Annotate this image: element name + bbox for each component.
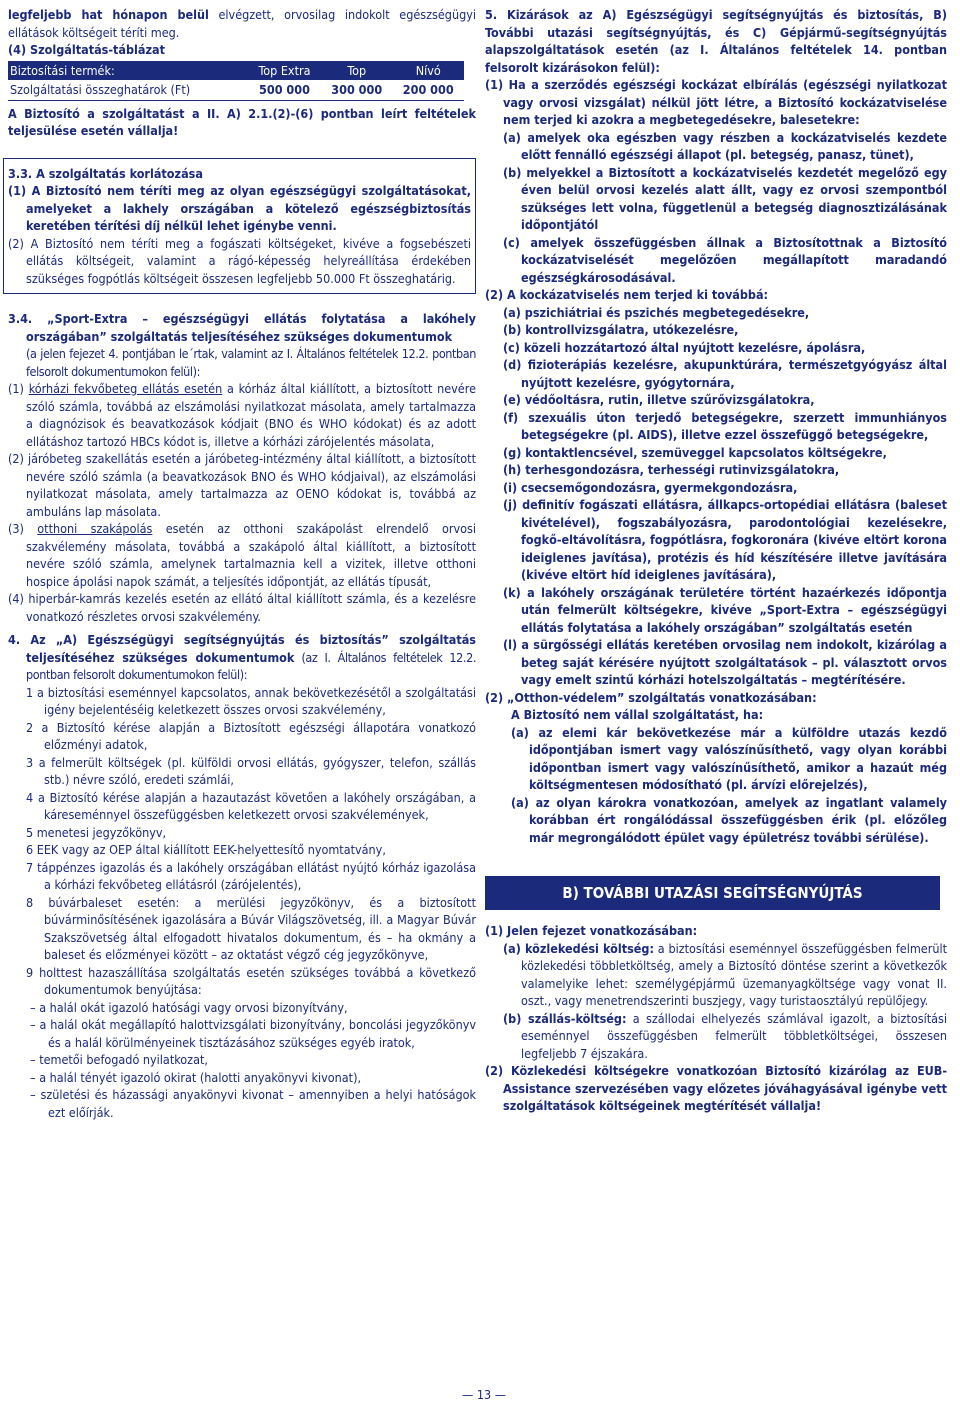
home-protection-item: (a) az elemi kár bekövetkezése már a külföldre utazás kezdő időpontjában ismert vagy valószínűsíthető, vagy olyan korábbi időpontban ismert vagy valószínűsíthető, amikor a hazaút még költségmentesen módosítható (pl. árvízi előrejelzés), xyxy=(511,724,947,792)
section-4-title-sub: (az I. Általános feltételek 12.2. pontban felsorolt dokumentumokon felül): xyxy=(26,649,476,682)
item-text: a szállodai elhelyezés számlával igazolt, a biztosítási eseménnyel összefüggésben felmerült többletköltségei, összesen legfeljebb 7 éjszakára. xyxy=(521,1010,947,1061)
exclusion-item: (d) fizioterápiás kezelésre, akupunktúrára, természetgyógyász által nyújtott kezelésre, gyógytornára, xyxy=(503,357,947,390)
intro-bold: legfeljebb hat hónapon belül xyxy=(8,7,209,22)
exclusion-item: (j) definitív fogászati ellátásra, állkapcs-ortopédiai ellátásra (baleset kivételével), fogszabályozásra, parodontológiai kezelésekre, fogkő-eltávolításra, fogpótlásra, fogkoronára (kivéve eltört korona ideiglenes javítása), protézis és híd készítésére illetve javítására (kivéve eltört híd ideiglenes javítására), xyxy=(503,497,947,582)
table-cell: 200 000 xyxy=(392,80,464,100)
item-label: (a) közlekedési költség: xyxy=(503,940,654,956)
table-cell: 500 000 xyxy=(248,80,321,100)
section-b-item-1a xyxy=(485,940,947,1010)
section-3-3-box xyxy=(3,158,476,295)
page-number: — 13 — xyxy=(462,1387,506,1402)
section-b-item-2: (2) Közlekedési költségekre vonatkozóan Biztosító kizárólag az EUB-Assistance szervezésében vagy előzetes jóváhagyásával igénybe vett szolgáltatások költségeinek megtérítését vállalja! xyxy=(485,1063,947,1113)
section-3-3-title: 3.3. A szolgáltatás korlátozása xyxy=(8,165,203,181)
dash-item: – a halál okát igazoló hatósági vagy orvosi bizonyítvány, xyxy=(30,999,348,1015)
table-head-cell: Nívó xyxy=(392,61,464,81)
section-5-item-1: (1) Ha a szerződés egészségi kockázat elbírálás (egészségi nyilatkozat vagy orvosi vizsgálat) nélkül jött létre, a Biztosító kockázatviselése nem terjed ki azokra a megbetegedésekre, balesetekre: xyxy=(485,77,947,127)
home-protection-item: (a) az olyan károkra vonatkozóan, amelyek az ingatlant valamely korábban ért rongálódással összefüggésben érik (pl. előzőleg már megrongálódott épület vagy épületrész további sérülése). xyxy=(511,794,947,845)
intro-paragraph xyxy=(8,6,476,41)
exclusion-item: (b) kontrollvizsgálatra, utókezelésre, xyxy=(503,322,739,337)
home-care-link-text: otthoni szakápolás xyxy=(37,521,153,536)
section-3-3-item-2: (2) A Biztosító nem téríti meg a fogászati költségeket, kivéve a fogsebészeti ellátás költségeit, valamint a rágó-képesség helyreállítása érdekében szükséges fogpótlás költségeit összesen legfeljebb 50.000 Ft összeghatárig. xyxy=(8,235,471,286)
right-column xyxy=(485,6,947,1115)
doc-item: 5 menetesi jegyzőkönyv, xyxy=(26,824,167,840)
section-3-3-item-1: (1) A Biztosító nem téríti meg az olyan egészségügyi szolgáltatásokat, amelyeket a lakhely országában a kötelező egészségbiztosítás keretében térítési díj nélkül lehet igénybe venni. xyxy=(8,183,471,233)
exclusion-item: (i) csecsemőgondozásra, gyermekgondozásra, xyxy=(503,479,798,495)
section-4-title xyxy=(8,631,476,684)
conditions-note: A Biztosító a szolgáltatást a II. A) 2.1.(2)-(6) pontban leírt feltételek teljesülése esetén vállalja! xyxy=(8,105,476,138)
item-number: (1) xyxy=(8,381,24,396)
exclusion-item: (a) pszichiátriai és pszichés megbetegedésekre, xyxy=(503,304,810,320)
service-table-row xyxy=(8,80,464,100)
table-head-cell: Top Extra xyxy=(248,61,321,81)
doc-item: 2 a Biztosító kérése alapján a Biztosított egészségi állapotára vonatkozó előzményi adatok, xyxy=(26,719,476,752)
section-5-title: 5. Kizárások az A) Egészségügyi segítségnyújtás és biztosítás, B) További utazási segítségnyújtás, és C) Gépjármű-segítségnyújtás alapszolgáltatások esetén (az I. Általános feltételek 14. pontban felsorolt kizárásokon felül): xyxy=(485,7,947,75)
doc-item: 7 táppénzes igazolás és a lakóhely országában ellátást nyújtó kórház igazolása a kórházi fekvőbeteg ellátásról (zárójelentés), xyxy=(26,859,476,892)
intro-rest: elvégzett, orvosilag indokolt egészségügyi ellátások költségeit téríti meg. xyxy=(8,7,476,40)
section-3-4-item-4: (4) hiperbár-kamrás kezelés esetén az ellátó által kiállított számla, és a kezelésre vonatkozó részletes orvosi szakvélemény. xyxy=(8,591,476,624)
item-text: a kórház által kiállított, a biztosított nevére szóló számla, továbbá az elszámolási nyilatkozat másolata, amely tartalmazza a diagnózisok és beavatkozások kódjait (BNO és WHO kódokat) és az adott ellátáshoz tartozó HBCs kódot is, illetve a kórházi zárójelentés másolata, xyxy=(26,381,476,449)
item-label: (b) szállás-költség: xyxy=(503,1010,627,1026)
doc-item: 3 a felmerült költségek (pl. külföldi orvosi ellátás, gyógyszer, telefon, szállás stb.) névre szóló, eredeti számlái, xyxy=(26,754,476,787)
exclusion-item: (a) amelyek oka egészben vagy részben a kockázatviselés kezdete előtt fennálló egészségi állapot (pl. betegség, panasz, tünet), xyxy=(503,129,947,162)
exclusion-item: (l) a sürgősségi ellátás keretében orvosilag nem indokolt, kizárólag a beteg saját kérésére nyújtott szolgáltatások – pl. választott orvos vagy emelt szintű kórházi hotelszolgáltatás – megtérítésére. xyxy=(503,637,947,687)
section-b-banner: B) TOVÁBBI UTAZÁSI SEGÍTSÉGNYÚJTÁS xyxy=(485,876,940,910)
home-protection-sub: A Biztosító nem vállal szolgáltatást, ha: xyxy=(511,707,764,722)
home-protection-heading: (2) „Otthon-védelem” szolgáltatás vonatkozásában: xyxy=(485,689,817,705)
section-3-4-item-1 xyxy=(8,380,476,450)
exclusion-item: (g) kontaktlencsével, szemüveggel kapcsolatos költségekre, xyxy=(503,444,887,460)
service-table xyxy=(8,61,464,101)
exclusion-item: (k) a lakóhely országának területére történt hazaérkezés időpontja után felmerült költségekre, kivéve „Sport-Extra – egészségügyi ellátás folytatása a lakóhely országában” szolgáltatás esetén xyxy=(503,584,947,635)
left-column xyxy=(8,6,476,1121)
section-3-4-subtitle: (a jelen fejezet 4. pontjában le´rtak, valamint az I. Általános feltételek 12.2. pontban felsorolt dokumentumokon felül): xyxy=(26,346,476,379)
doc-item: 4 a Biztosító kérése alapján a hazautazást követően a lakóhely országában, a káreseménnyel összefüggésben keletkezett orvosi szakvélemények, xyxy=(26,789,476,822)
table-cell: Szolgáltatási összeghatárok (Ft) xyxy=(8,80,248,100)
section-5-item-2: (2) A kockázatviselés nem terjed ki továbbá: xyxy=(485,287,769,302)
exclusion-item: (b) melyekkel a Biztosított a kockázatviselés kezdetét megelőző egy éven belül orvosi kezelés alatt állt, vagy ez orvosi szempontból szükséges lett volna, függetlenül a betegség diagnosztizálásának időpontjától xyxy=(503,164,947,232)
section-b-item-1b xyxy=(485,1010,947,1063)
exclusion-item: (h) terhesgondozásra, terhességi rutinvizsgálatokra, xyxy=(503,462,840,477)
service-table-title: (4) Szolgáltatás-táblázat xyxy=(8,42,165,57)
table-cell: 300 000 xyxy=(321,80,393,100)
item-text: a biztosítási eseménnyel összefüggésben felmerült közlekedési többletköltség, amely a Biztosító döntése szerint a következők valamelyike lehet: személygépjármű üzemanyagköltsége vagy vonat II. oszt., vagy menetrendszerinti buszjegy, vagy turistaosztályú repülőjegy. xyxy=(521,940,947,1008)
exclusion-item: (c) amelyek összefüggésben állnak a Biztosítottnak a Biztosító kockázatviselését megelőzően megállapított maradandó egészségkárosodásával. xyxy=(503,234,947,285)
service-table-header xyxy=(8,61,464,81)
inpatient-link-text: kórházi fekvőbeteg ellátás esetén xyxy=(28,381,223,396)
doc-item: 1 a biztosítási eseménnyel kapcsolatos, annak bekövetkezésétől a szolgáltatási igény bejelentéséig keletkezett összes orvosi szakvélemény, xyxy=(26,684,476,717)
exclusion-item: (e) védőoltásra, rutin, illetve szűrővizsgálatokra, xyxy=(503,392,815,407)
section-3-4-item-2: (2) járóbeteg szakellátás esetén a járóbeteg-intézmény által kiállított, a biztosított nevére szóló számla (a beavatkozások BNO és WHO kódjaival), az elszámolási nyilatkozat másolata, amely tartalmazza az OENO kódokat is, továbbá az ambuláns lap másolata. xyxy=(8,451,476,519)
exclusion-item: (f) szexuális úton terjedő betegségekre, szerzett immunhiányos betegségekre (pl. AIDS), illetve ezzel összefüggő betegségekre, xyxy=(503,409,947,442)
section-3-4-item-3 xyxy=(8,520,476,590)
item-number: (3) xyxy=(8,521,24,536)
dash-item: – a halál okát megállapító halottvizsgálati bizonyítvány, boncolási jegyzőkönyv és a halál körülményeinek tisztázásához szükséges egyéb iratok, xyxy=(30,1017,476,1050)
table-head-cell: Top xyxy=(321,61,393,81)
dash-item: – temetői befogadó nyilatkozat, xyxy=(30,1052,208,1067)
exclusion-item: (c) közeli hozzátartozó által nyújtott kezelésre, ápolásra, xyxy=(503,339,866,355)
doc-item: 8 búvárbaleset esetén: a merülési jegyzőkönyv, és a biztosított búvárminősítésének igazolására a Búvár Világszövetség, ill. a Magyar Búvár Szakszövetség által elfogadott hivatalos dokumentum, és – ha okmány a baleset és előzményei között – az oktatást végző cég jegyzőkönyve, xyxy=(26,894,476,962)
table-head-cell: Biztosítási termék: xyxy=(8,61,248,81)
section-3-4-title: 3.4. „Sport-Extra – egészségügyi ellátás folytatása a lakóhely országában” szolgáltatás teljesítéséhez szükséges dokumentumok xyxy=(8,311,476,344)
doc-item: 6 EEK vagy az OEP által kiállított EEK-helyettesítő nyomtatvány, xyxy=(26,842,386,857)
dash-item: – születési és házassági anyakönyvi kivonat – amennyiben a helyi hatóságok ezt előírják. xyxy=(30,1087,476,1120)
dash-item: – a halál tényét igazoló okirat (halotti anyakönyvi kivonat), xyxy=(30,1069,362,1085)
section-b-item-1: (1) Jelen fejezet vonatkozásában: xyxy=(485,923,698,938)
item-text: esetén az otthoni szakápolást elrendelő orvosi szakvélemény másolata, továbbá a szakápoló által kiállított, a biztosított nevére szóló számla, amelynek tartalmaznia kell a vizitek, illetve otthoni hospice ápolási napok számát, a teljesítés időpontját, az ellátás típusát, xyxy=(26,521,476,589)
section-4-title-bold: 4. Az „A) Egészségügyi segítségnyújtás és biztosítás” szolgáltatás teljesítéséhez szükséges dokumentumok xyxy=(8,632,476,665)
doc-item: 9 holttest hazaszállítása szolgáltatás esetén szükséges továbbá a következő dokumentumok benyújtása: xyxy=(26,964,476,997)
